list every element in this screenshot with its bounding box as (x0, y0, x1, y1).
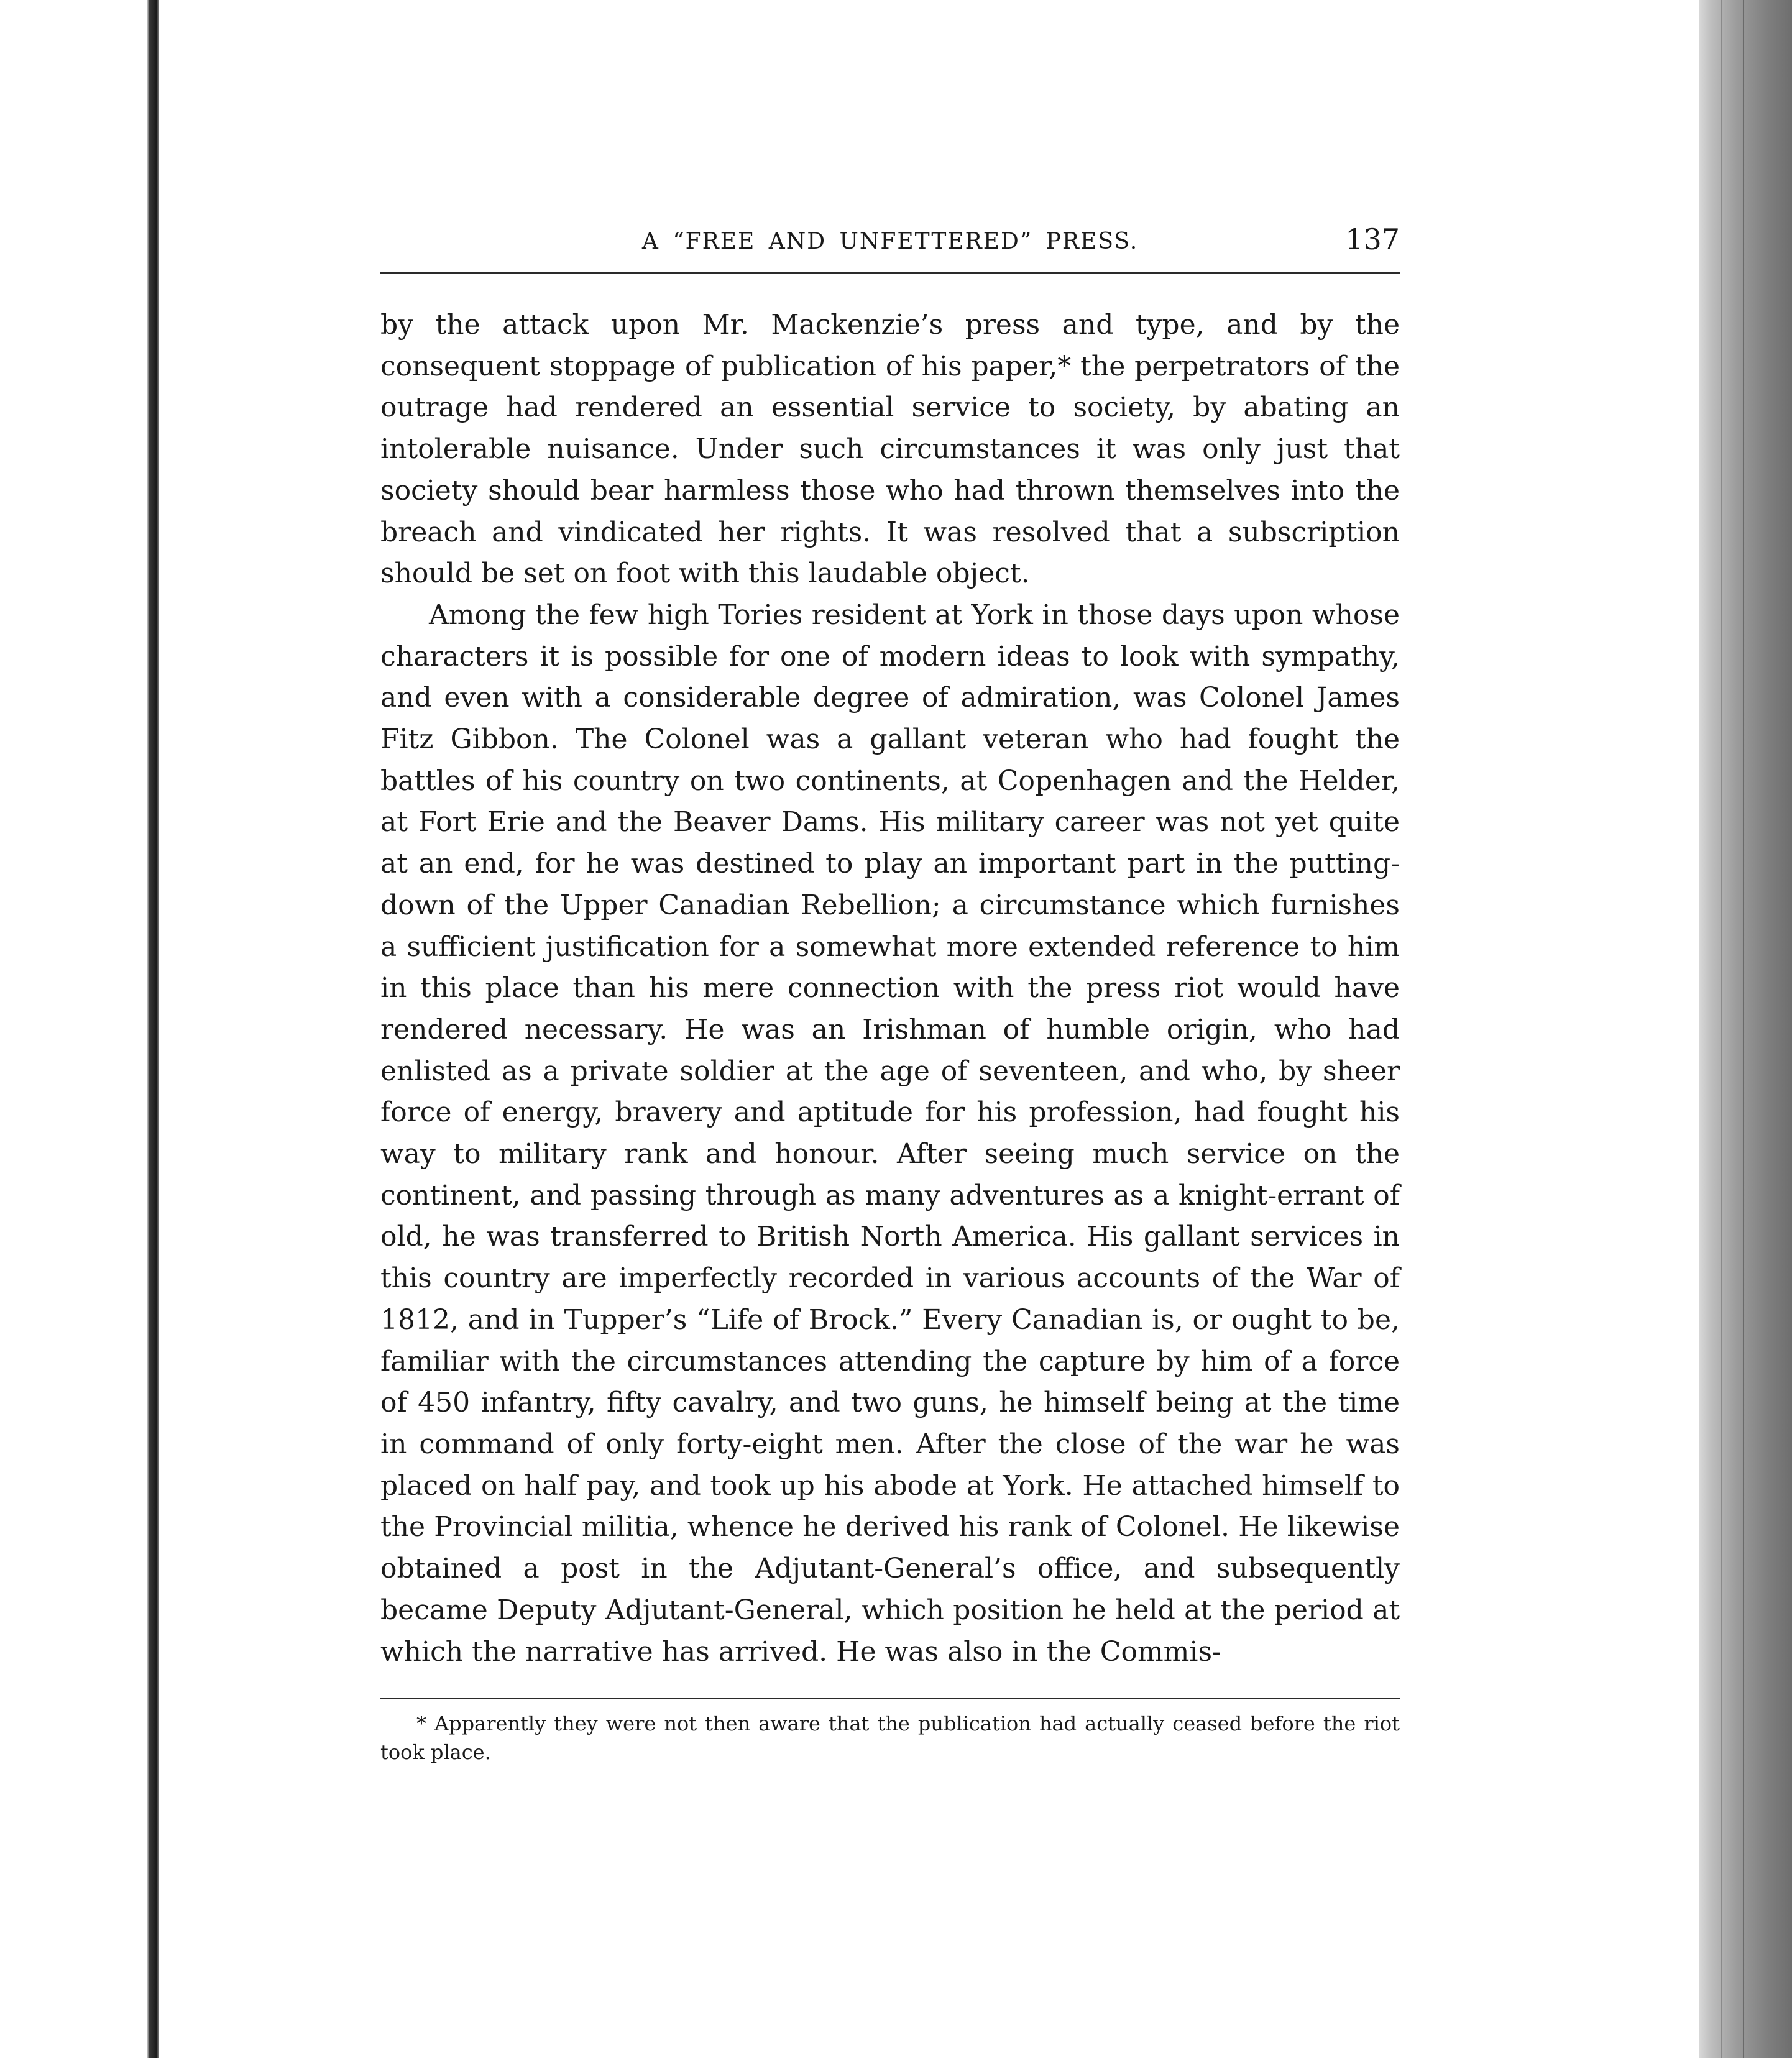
footnote (380, 1709, 1400, 1766)
paragraph: by the attack upon Mr. Mackenzie’s press and type, and by the consequent stoppage of publication of his paper,* the perpetrators of the outrage had rendered an essential service to society, by abating an intolerable nuisance. Under such circumstances it was only just that society should bear harmless those who had thrown themselves into the breach and vindicated her rights. It was resolved that a subscription should be set on foot with this laudable object. (380, 309, 1400, 590)
footnote-rule (380, 1698, 1400, 1699)
paragraph: Among the few high Tories resident at York in those days upon whose characters it is possible for one of modern ideas to look with sympathy, and even with a considerable degree of admiration, was Colonel James Fitz Gibbon. The Colonel was a gallant veteran who had fought the battles of his country on two continents, at Copenhagen and the Helder, at Fort Erie and the Beaver Dams. His military career was not yet quite at an end, for he was destined to play an important part in the putting-down of the Upper Canadian Rebellion; a circumstance which furnishes a sufficient justification for a somewhat more extended reference to him in this place than his mere connection with the press riot would have rendered necessary. He was an Irishman of humble origin, who had enlisted as a private soldier at the age of seventeen, and who, by sheer force of energy, bravery and aptitude for his profession, had fought his way to military rank and honour. After seeing much service on the continent, and passing through as many adventures as a knight-errant of old, he was transferred to British North America. His gallant services in this country are imperfectly recorded in various accounts of the War of 1812, and in Tupper’s “Life of Brock.” Every Canadian is, or ought to be, familiar with the circumstances attending the capture by him of a force of 450 infantry, fifty cavalry, and two guns, he himself being at the time in command of only forty-eight men. After the close of the war he was placed on half pay, and took up his abode at York. He attached himself to the Provincial militia, whence he derived his rank of Colonel. He likewise obtained a post in the Adjutant-General’s office, and subsequently became Deputy Adjutant-General, which position he held at the period at which the narrative has arrived. He was also in the Commis- (380, 599, 1400, 1668)
book-page (380, 211, 1400, 1764)
book-edge (1699, 0, 1792, 2058)
footnote-text: * Apparently they were not then aware that the publication had actually ceased before the riot took place. (380, 1712, 1400, 1764)
page-header (380, 211, 1400, 261)
header-rule (380, 272, 1400, 274)
body-text (380, 305, 1400, 1673)
running-head: A “FREE AND UNFETTERED” PRESS. (641, 229, 1139, 254)
page-number: 137 (1345, 223, 1400, 256)
binding-edge (0, 0, 159, 2058)
